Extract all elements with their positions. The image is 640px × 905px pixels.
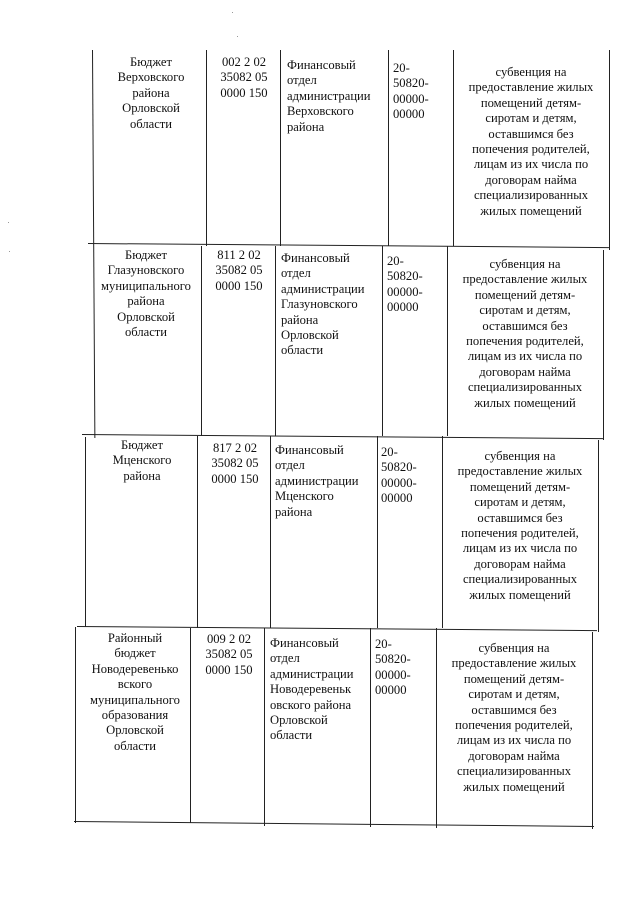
table-col-divider-3: [388, 50, 389, 246]
table-col-divider-4: [453, 50, 454, 246]
cell-purpose: субвенция на предоставление жилых помещений детям- сиротам и детям, оставшимся без попечения родителей, лицам из их числа по договорам найма специализированных жилых помещений: [457, 449, 583, 602]
table-bottom-border: [74, 821, 594, 827]
table-col-divider-2: [270, 436, 271, 628]
cell-budget-name: Бюджет Мценского района: [112, 438, 172, 483]
table-col-divider-4: [447, 246, 448, 436]
cell-target-code: 20- 50820- 00000- 00000: [387, 254, 423, 315]
table-col-divider-1: [197, 436, 198, 628]
cell-revenue-code: 002 2 02 35082 05 0000 150: [220, 55, 268, 100]
cell-revenue-code: 009 2 02 35082 05 0000 150: [205, 632, 253, 677]
cell-target-code: 20- 50820- 00000- 00000: [381, 445, 417, 506]
table-col-divider-3: [377, 436, 378, 628]
cell-administrator: Финансовый отдел администрации Новодеревеньк овского района Орловской области: [270, 636, 354, 743]
table-right-border: [598, 440, 599, 632]
table-left-border: [85, 437, 86, 627]
scan-speck: [237, 36, 238, 37]
table-col-divider-4: [442, 436, 443, 628]
cell-purpose: субвенция на предоставление жилых помещений детям- сиротам и детям, оставшимся без попечения родителей, лицам из их числа по договорам найма специализированных жилых помещений: [468, 65, 594, 218]
table-right-border: [603, 250, 604, 440]
scan-speck: [232, 12, 233, 13]
cell-target-code: 20- 50820- 00000- 00000: [375, 637, 411, 698]
table-col-divider-2: [280, 50, 281, 246]
cell-administrator: Финансовый отдел администрации Глазуновского района Орловской области: [281, 251, 365, 358]
table-col-divider-3: [382, 246, 383, 436]
table-col-divider-3: [370, 628, 371, 827]
table-col-divider-4: [436, 628, 437, 828]
cell-budget-name: Бюджет Верховского района Орловской области: [117, 55, 185, 131]
cell-purpose: субвенция на предоставление жилых помещений детям- сиротам и детям, оставшимся без попечения родителей, лицам из их числа по договорам найма специализированных жилых помещений: [462, 257, 588, 410]
cell-budget-name: Бюджет Глазуновского муниципального района Орловской области: [101, 248, 191, 340]
cell-administrator: Финансовый отдел администрации Мценского района: [275, 443, 359, 519]
table-col-divider-1: [201, 246, 202, 436]
table-col-divider-1: [206, 50, 207, 246]
table-col-divider-1: [190, 628, 191, 823]
table-col-divider-2: [275, 246, 276, 436]
cell-revenue-code: 811 2 02 35082 05 0000 150: [215, 248, 263, 293]
scan-speck: [8, 222, 9, 223]
cell-administrator: Финансовый отдел администрации Верховского района: [287, 58, 371, 134]
cell-target-code: 20- 50820- 00000- 00000: [393, 61, 429, 122]
table-right-border: [592, 632, 593, 829]
cell-revenue-code: 817 2 02 35082 05 0000 150: [211, 441, 259, 486]
table-left-border: [75, 627, 76, 823]
table-col-divider-2: [264, 628, 265, 826]
table-right-border: [609, 50, 610, 250]
cell-purpose: субвенция на предоставление жилых помещений детям- сиротам и детям, оставшимся без попечения родителей, лицам из их числа по договорам найма специализированных жилых помещений: [451, 641, 577, 794]
cell-budget-name: Районный бюджет Новодеревенько вского муниципального образования Орловской области: [90, 631, 180, 753]
scan-speck: [9, 251, 10, 252]
